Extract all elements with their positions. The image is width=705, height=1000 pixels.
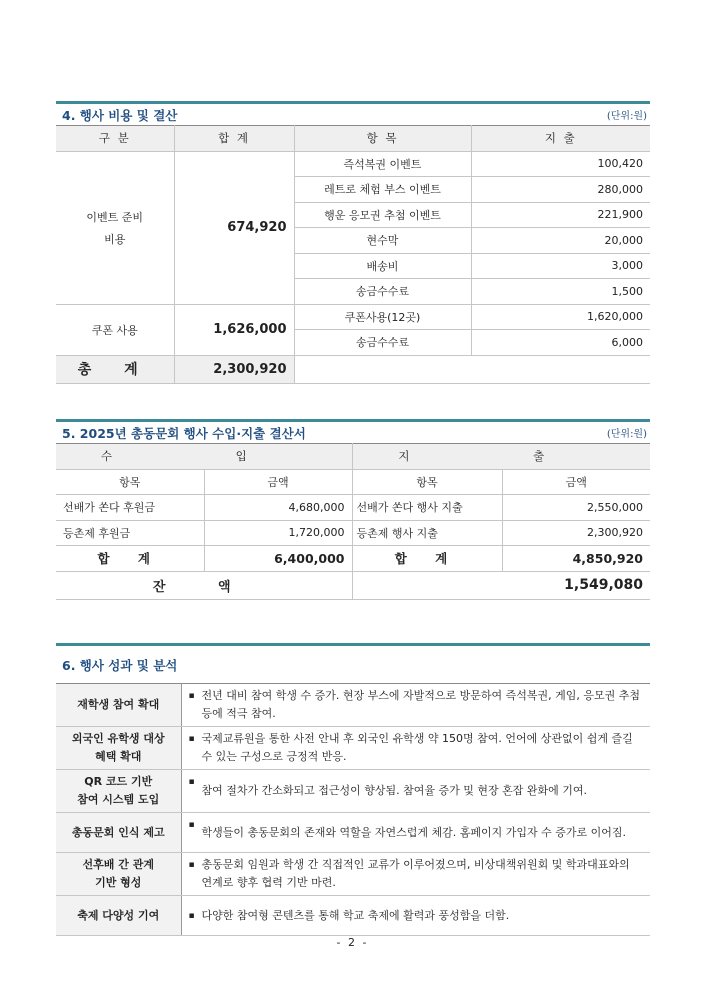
desc-text: 총동문회 임원과 학생 간 직접적인 교류가 이루어졌으며, 비상대책위원회 및 학과대표와의 연계로 향후 협력 기반 마련. — [201, 858, 630, 889]
performance-label — [56, 896, 181, 936]
col-item-header: 항목 — [56, 469, 204, 495]
bullet-icon: ▪ — [188, 734, 195, 744]
bullet-icon: ▪ — [188, 691, 195, 701]
performance-label — [56, 727, 181, 770]
sum-row — [56, 546, 650, 572]
item-amount: 221,900 — [471, 202, 650, 228]
item-amount: 1,620,000 — [471, 304, 650, 330]
income-item: 선배가 쏜다 후원금 — [56, 495, 204, 521]
section-title: 5. 2025년 총동문회 행사 수입·지출 결산서 — [62, 425, 306, 441]
desc-text: 다양한 참여형 콘텐츠를 통해 학교 축제에 활력과 풍성함을 더함. — [201, 908, 510, 922]
label-line: 선후배 간 관계 — [82, 858, 154, 871]
expense-sum-label: 합 계 — [352, 546, 502, 572]
section-income-expense — [56, 419, 650, 600]
item-name: 배송비 — [294, 253, 471, 279]
income-amount: 1,720,000 — [204, 520, 352, 546]
item-name: 현수막 — [294, 228, 471, 254]
group-total: 674,920 — [174, 151, 294, 304]
income-header: 수 입 — [56, 444, 352, 470]
expense-item: 등촌제 행사 지출 — [352, 520, 502, 546]
grand-total-row — [56, 355, 650, 383]
item-amount: 100,420 — [471, 151, 650, 177]
income-amount: 4,680,000 — [204, 495, 352, 521]
performance-desc — [181, 896, 650, 936]
table-row — [56, 727, 650, 770]
bullet-icon: ▪ — [188, 820, 195, 830]
income-item: 등촌제 후원금 — [56, 520, 204, 546]
section-header — [56, 419, 650, 443]
item-amount: 3,000 — [471, 253, 650, 279]
bullet-icon: ▪ — [188, 777, 195, 787]
col-amount-header: 금액 — [502, 469, 650, 495]
item-name: 송금수수료 — [294, 330, 471, 356]
balance-label: 잔 액 — [56, 571, 352, 599]
desc-text: 참여 절차가 간소화되고 접근성이 향상됨. 참여율 증가 및 현장 혼잡 완화에 기여. — [201, 784, 587, 797]
expense-table — [56, 125, 650, 384]
header-item: 항 목 — [294, 126, 471, 152]
bullet-icon: ▪ — [188, 860, 195, 870]
label-line: 총동문회 인식 제고 — [71, 825, 165, 839]
table-header-row — [56, 444, 650, 470]
section-title: 6. 행사 성과 및 분석 — [62, 657, 178, 673]
group-total: 1,626,000 — [174, 304, 294, 355]
performance-desc — [181, 770, 650, 813]
table-row — [56, 304, 650, 330]
expense-header: 지 출 — [352, 444, 650, 470]
section-header — [56, 101, 650, 125]
label-line: 재학생 참여 확대 — [77, 698, 160, 711]
section-header — [56, 643, 650, 683]
category-cell: 쿠폰 사용 — [56, 304, 174, 355]
performance-desc — [181, 813, 650, 853]
performance-label — [56, 853, 181, 896]
table-row — [56, 896, 650, 936]
desc-text: 학생들이 총동문회의 존재와 역할을 자연스럽게 체감. 홈페이지 가입자 수 증가로 이어짐. — [201, 825, 626, 839]
performance-table — [56, 683, 650, 936]
section-expense-settlement — [56, 101, 650, 384]
category-label: 이벤트 준비 — [86, 210, 144, 224]
item-name: 즉석복권 이벤트 — [294, 151, 471, 177]
item-name: 레트로 체험 부스 이벤트 — [294, 177, 471, 203]
section-title: 4. 행사 비용 및 결산 — [62, 107, 178, 123]
item-amount: 1,500 — [471, 279, 650, 305]
item-name: 행운 응모권 추첨 이벤트 — [294, 202, 471, 228]
bullet-icon: ▪ — [188, 911, 195, 921]
table-row — [56, 495, 650, 521]
performance-desc — [181, 684, 650, 727]
label-line: 참여 시스템 도입 — [77, 793, 160, 806]
desc-text: 전년 대비 참여 학생 수 증가. 현장 부스에 자발적으로 방문하여 즉석복권, 게임, 응모권 추첨 등에 적극 참여. — [201, 689, 640, 720]
balance-value: 1,549,080 — [352, 571, 650, 599]
expense-amount: 2,550,000 — [502, 495, 650, 521]
table-header-row — [56, 126, 650, 152]
label-line: 혜택 확대 — [95, 750, 142, 763]
expense-item: 선배가 쏜다 행사 지출 — [352, 495, 502, 521]
col-item-header: 항목 — [352, 469, 502, 495]
table-row — [56, 151, 650, 177]
label-line: 외국인 유학생 대상 — [71, 732, 165, 745]
label-line: 축제 다양성 기여 — [77, 908, 160, 922]
table-row — [56, 520, 650, 546]
income-total: 6,400,000 — [204, 546, 352, 572]
table-row — [56, 684, 650, 727]
expense-amount: 2,300,920 — [502, 520, 650, 546]
item-amount: 280,000 — [471, 177, 650, 203]
header-total: 합 계 — [174, 126, 294, 152]
performance-label — [56, 684, 181, 727]
performance-desc — [181, 727, 650, 770]
col-amount-header: 금액 — [204, 469, 352, 495]
item-name: 쿠폰사용(12곳) — [294, 304, 471, 330]
category-cell — [56, 151, 174, 304]
unit-label: (단위:원) — [606, 111, 647, 122]
performance-label — [56, 770, 181, 813]
settlement-table — [56, 443, 650, 600]
table-subheader-row — [56, 469, 650, 495]
balance-row — [56, 571, 650, 599]
performance-label — [56, 813, 181, 853]
item-amount: 20,000 — [471, 228, 650, 254]
performance-desc — [181, 853, 650, 896]
unit-label: (단위:원) — [606, 429, 647, 440]
item-amount: 6,000 — [471, 330, 650, 356]
income-sum-label: 합 계 — [56, 546, 204, 572]
header-expense: 지 출 — [471, 126, 650, 152]
page-number: - 2 - — [336, 936, 369, 949]
table-row — [56, 770, 650, 813]
grand-total-label: 총 계 — [56, 355, 174, 383]
item-name: 송금수수료 — [294, 279, 471, 305]
section-performance — [56, 643, 650, 936]
grand-total-value: 2,300,920 — [174, 355, 294, 383]
category-label-line2: 비용 — [104, 232, 126, 246]
header-category: 구 분 — [56, 126, 174, 152]
desc-text: 국제교류원을 통한 사전 안내 후 외국인 유학생 약 150명 참여. 언어에 상관없이 쉽게 즐길 수 있는 구성으로 긍정적 반응. — [201, 732, 633, 763]
empty-cell — [294, 355, 650, 383]
label-line: QR 코드 기반 — [84, 775, 153, 788]
label-line: 기반 형성 — [95, 876, 142, 889]
table-row — [56, 813, 650, 853]
expense-total: 4,850,920 — [502, 546, 650, 572]
table-row — [56, 853, 650, 896]
